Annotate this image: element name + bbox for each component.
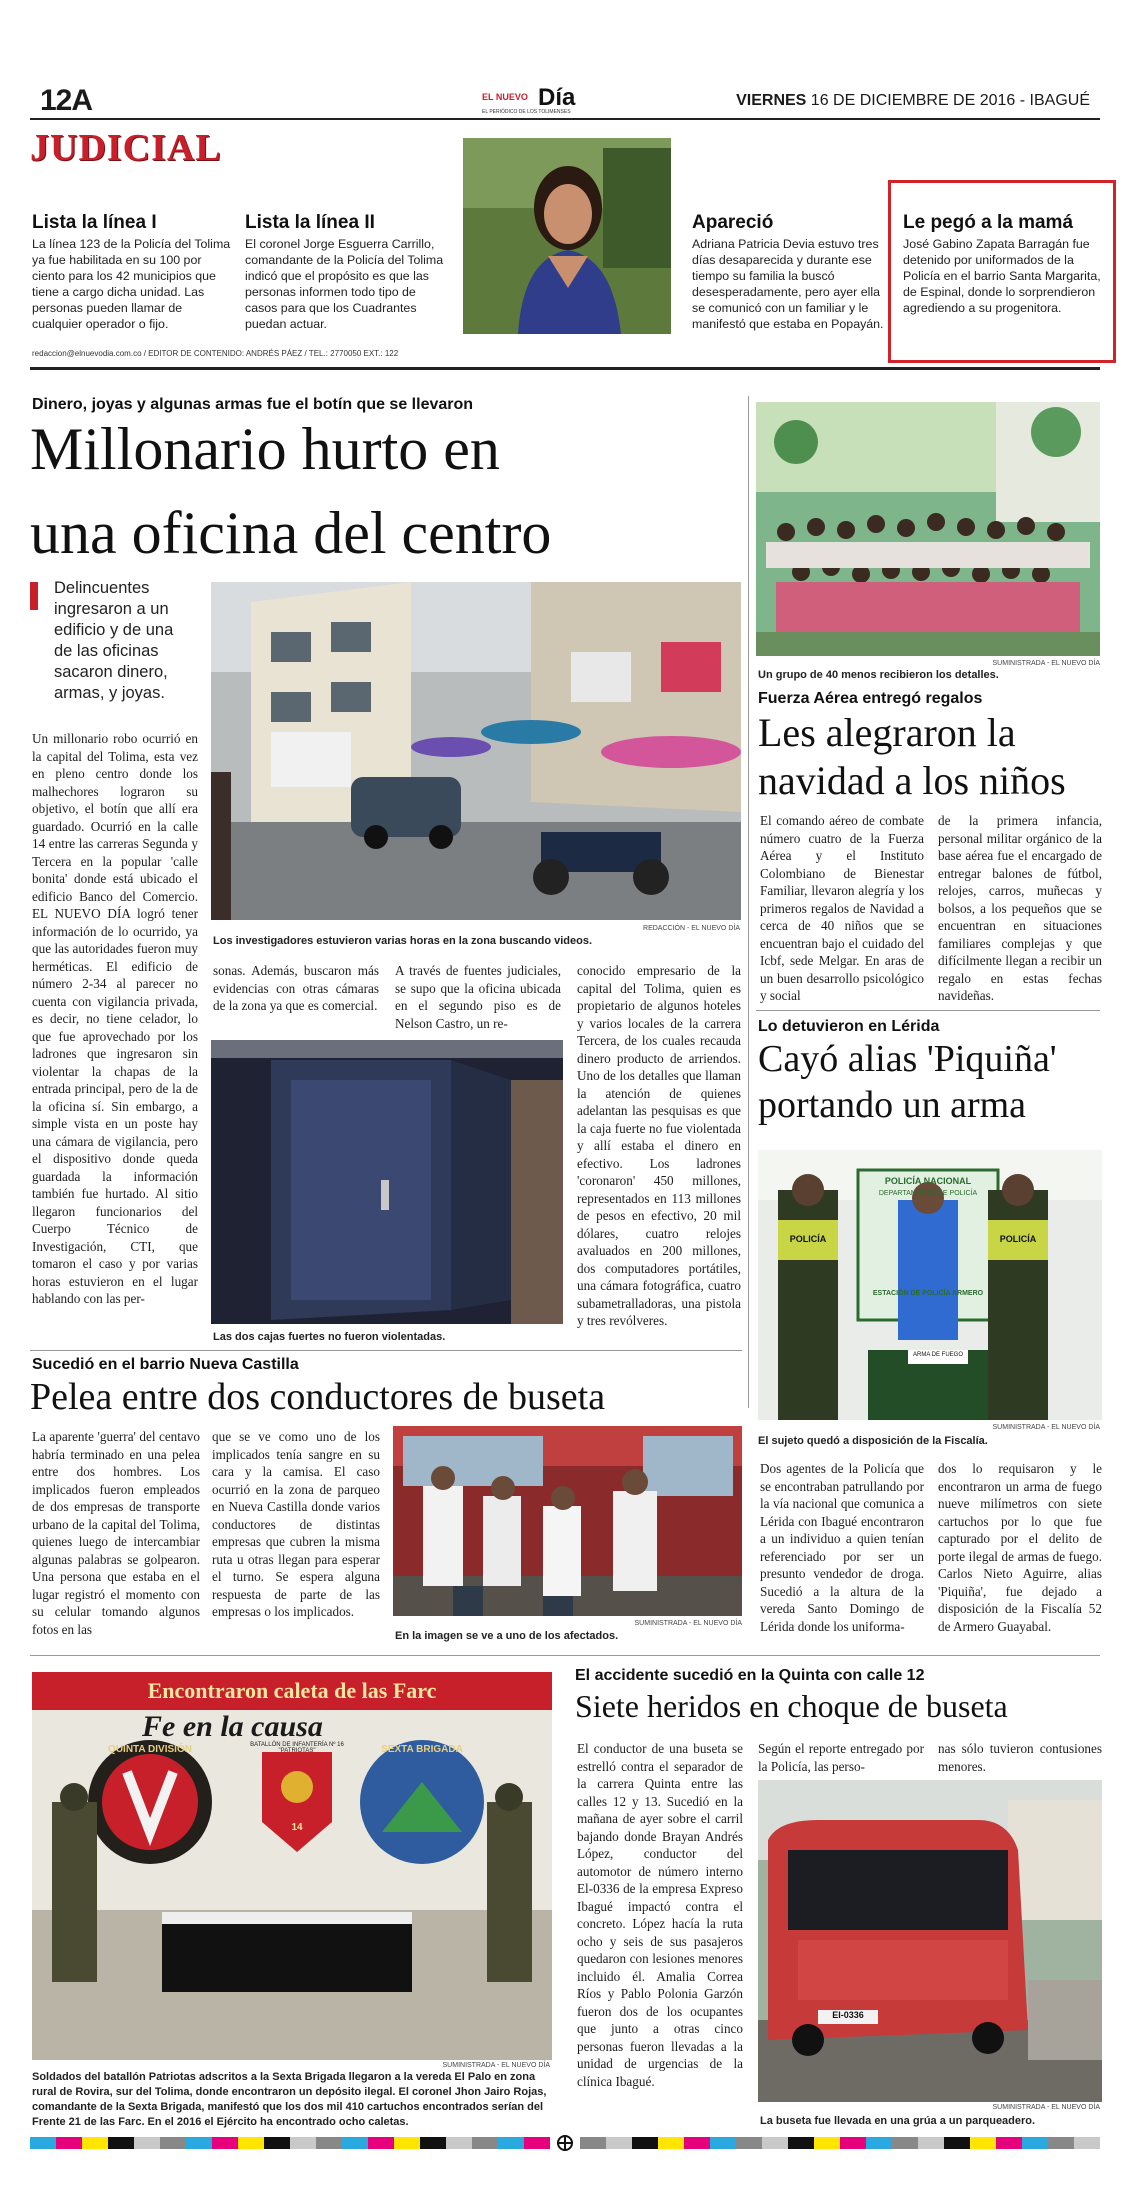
briefs-bottom-rule xyxy=(30,367,1100,370)
masthead xyxy=(482,86,592,116)
lerida-headline-2: portando un arma xyxy=(758,1084,1027,1126)
registration-crosshair xyxy=(557,2135,573,2151)
bus-photo-caption: La buseta fue llevada en una grúa a un parqueadero. xyxy=(760,2115,1036,2127)
farc-sign-text: Fe en la causa xyxy=(142,1710,323,1743)
registration-strip-right xyxy=(580,2137,1100,2149)
main-lead: Delincuentes ingresaron a un edificio y de una de las oficinas sacaron dinero, armas, y joyas. xyxy=(54,579,174,702)
brief-2-text: El coronel Jorge Esguerra Carrillo, comandante de la Policía del Tolima indicó que el propósito es que las personas informen todo tipo de casos para que los Cuadrantes puedan actuar. xyxy=(245,237,444,331)
main-headline-1: Millonario hurto en xyxy=(30,416,500,482)
farc-banner: Encontraron caleta de las Farc xyxy=(147,1678,437,1703)
arrest-sign-1: POLICÍA NACIONAL xyxy=(884,1176,972,1186)
main-col-3: A través de fuentes judiciales, se supo que la oficina ubicada en el segundo piso es de Nelson Castro, un re- xyxy=(395,963,561,1031)
fight-photo-caption: En la imagen se ve a uno de los afectados. xyxy=(395,1630,619,1642)
farc-photo xyxy=(32,1672,552,2060)
contact-line: redaccion@elnuevodia.com.co / EDITOR DE CONTENIDO: ANDRÉS PÁEZ / TEL.: 2770050 EXT.: 122 xyxy=(32,349,399,358)
choque-headline: Siete heridos en choque de buseta xyxy=(575,1688,1008,1724)
fight-photo xyxy=(393,1426,742,1616)
header-rule xyxy=(30,118,1100,120)
date-rest: 16 DE DICIEMBRE DE 2016 - IBAGUÉ xyxy=(810,92,1090,109)
arrest-sign-3: ESTACIÓN DE POLICÍA ARMERO xyxy=(872,1290,984,1297)
choque-col-3: nas sólo tuvieron contusiones menores. xyxy=(938,1741,1102,1774)
pelea-kicker: Sucedió en el barrio Nueva Castilla xyxy=(32,1356,299,1373)
section-title: JUDICIAL xyxy=(30,127,222,169)
masthead-tagline: EL PERIÓDICO DE LOS TOLIMENSES xyxy=(482,109,571,115)
fuerza-col-1: El comando aéreo de combate número cuatro de la Fuerza Aérea y el Instituto Colombiano de Bienestar Familiar, llevaron alegría y los primeros regalos de Navidad a cerca de 40 niños que se encuentran bajo el cuidado del Icbf, sede Melgar. En aras de un buen desarrollo psicológico y social xyxy=(760,813,924,1003)
lead-marker xyxy=(30,582,38,610)
masthead-small: EL NUEVO xyxy=(482,92,528,102)
masthead-title: Día xyxy=(538,84,576,111)
arrest-photo xyxy=(758,1150,1102,1420)
arrest-sign-2: DEPARTAMENTO DE POLICÍA xyxy=(878,1190,978,1197)
pelea-col-1: La aparente 'guerra' del centavo habría terminado en una pelea entre dos hombres. Los implicados fueron empleados de dos empresas de transporte urbano de la capital del Tolima, quienes luego de intercambiar algunas palabras se golpearon. Una persona que estaba en el lugar registró el momento con su celular tomando algunos fotos en las xyxy=(32,1429,200,1637)
main-headline-2: una oficina del centro xyxy=(30,500,552,566)
brief-3-text: Adriana Patricia Devia estuvo tres días desaparecida y durante ese tiempo su familia la buscó desesperadamente, pero ayer ella se comunicó con un familiar y le manifestó que estaba en Popayán. xyxy=(692,237,884,331)
brief-3-title: Apareció xyxy=(692,212,774,233)
lerida-kicker: Lo detuvieron en Lérida xyxy=(758,1018,940,1035)
farc-badge-number: 14 xyxy=(291,1822,303,1833)
safe-photo-caption: Las dos cajas fuertes no fueron violentadas. xyxy=(213,1331,446,1343)
street-photo xyxy=(211,582,741,920)
bus-photo xyxy=(758,1780,1102,2102)
bus-photo-credit: SUMINISTRADA - EL NUEVO DÍA xyxy=(992,2104,1100,2111)
arrest-table-sign: ARMA DE FUEGO xyxy=(912,1352,963,1358)
bottom-section-rule xyxy=(30,1655,1100,1656)
arrest-photo-caption: El sujeto quedó a disposición de la Fiscalía. xyxy=(758,1435,988,1447)
fuerza-kicker: Fuerza Aérea entregó regalos xyxy=(758,690,983,707)
children-photo-credit: SUMINISTRADA - EL NUEVO DÍA xyxy=(992,660,1100,667)
farc-photo-credit: SUMINISTRADA - EL NUEVO DÍA xyxy=(442,2062,550,2069)
choque-col-1: El conductor de una buseta se estrelló contra el separador de la carrera Quinta entre las calles 12 y 13. Sucedió en la mañana de ayer sobre el carril bajando donde Brayan Andrés López, conductor del automotor de número interno El-0336 de la empresa Expreso Ibagué impactó contra el concreto. López hacía la ruta ocho y seis de sus pasajeros quedaron con lesiones menores incluido él. Amalia Correa Ríos y Pablo Polonia Garzón fueron dos de los ocupantes que junto a otras cinco personas fueron llevadas a la unidad de urgencias de la clínica Ibagué. xyxy=(577,1741,743,2089)
brief-4-title: Le pegó a la mamá xyxy=(903,212,1074,233)
arrest-vest-right: POLICÍA xyxy=(999,1234,1037,1244)
choque-kicker: El accidente sucedió en la Quinta con calle 12 xyxy=(575,1667,925,1684)
pelea-col-2: que se ve como uno de los implicados tenía sangre en su cara y la camisa. El caso ocurrió en la zona de parqueo en Nueva Castilla donde varios conductores de distintas empresas que cubren la misma ruta u otras llegan para esperar el turno. Se espera alguna respuesta de parte de las empresas o los implicados. xyxy=(212,1429,380,1619)
lerida-col-2: dos lo requisaron y le encontraron un arma de fuego nueve milímetros con siete cartuchos por lo que fue capturado por el delito de porte ilegal de armas de fuego. Carlos Nieto Aguirre, alias 'Piquiña', fue dejado a disposición de la Fiscalía 52 de Armero Guayabal. xyxy=(938,1461,1102,1634)
street-photo-credit: REDACCIÓN - EL NUEVO DÍA xyxy=(643,925,740,932)
brief-1-text: La línea 123 de la Policía del Tolima ya fue habilitada en su 100 por ciento para los 42 municipios que tiene a cargo dicha unidad. Las personas pueden llamar de cualquier operador o fijo. xyxy=(32,237,231,331)
main-kicker: Dinero, joyas y algunas armas fue el botín que se llevaron xyxy=(32,396,474,413)
lerida-top-rule xyxy=(756,1010,1100,1011)
farc-battalion: BATALLÓN DE INFANTERÍA Nº 16 "PATRIOTAS" xyxy=(250,1742,344,1754)
main-col-4: conocido empresario de la capital del Tolima, quien es propietario de algunos hoteles y varios locales de la carrera Tercera, de los cuales recauda dinero producto de arriendos. Uno de los detalles que llaman la atención de quienes adelantan las pesquisas es que la caja fuerte no fue violentada y allí estaba el dinero en efectivo. Los ladrones 'coronaron' 450 millones, representados en 113 millones de pesos en efectivo, 20 mil dólares, cuatro relojes avaluados en 200 millones, dos computadores portátiles, una cámara fotográfica, cuatro subametralladoras, una pistola y tres revólveres. xyxy=(577,963,741,1328)
fuerza-headline-1: Les alegraron la xyxy=(758,710,1016,755)
page-number: 12A xyxy=(40,84,93,117)
lerida-headline-1: Cayó alias 'Piquiña' xyxy=(758,1038,1057,1080)
main-col-1: Un millonario robo ocurrió en la capital del Tolima, esta vez en pleno centro donde los malhechores lograron su objetivo, el botín que allí era guardado. Ocurrió en la calle 14 entre las carreras Segunda y Tercera en la popular 'calle bonita' donde está ubicado el edificio Banco del Comercio. EL NUEVO DÍA logró tener información de lo ocurrido, ya que las autoridades fueron muy herméticas. El edificio de número 2-34 al parecer no cuenta con vigilancia privada, es decir, no tiene celador, lo que fue aprovechado por los ladrones que ingresaron sin violentar la chapas de la entrada principal, pero de la de la oficina sí. Sin embargo, a simple vista en un poste hay una cámara de vigilancia, pero el dispositivo donde queda guardada la información también fue hurtado. Al sitio llegaron funcionarios del Cuerpo Técnico de Investigación, CTI, que tomaron el caso y por varias horas estuvieron en el lugar hablando con las per- xyxy=(32,731,198,1306)
main-col-2: sonas. Además, buscaron más evidencias con otras cámaras de la zona ya que es comercial. xyxy=(213,963,379,1013)
fight-photo-credit: SUMINISTRADA - EL NUEVO DÍA xyxy=(634,1620,742,1627)
column-divider xyxy=(748,396,749,1408)
safe-photo xyxy=(211,1040,563,1324)
arrest-photo-credit: SUMINISTRADA - EL NUEVO DÍA xyxy=(992,1424,1100,1431)
children-photo-caption: Un grupo de 40 menos recibieron los detalles. xyxy=(758,669,999,681)
arrest-vest-left: POLICÍA xyxy=(789,1234,827,1244)
brief-1-title: Lista la línea I xyxy=(32,212,157,233)
date-day: VIERNES xyxy=(736,92,807,109)
lerida-col-1: Dos agentes de la Policía que se encontraban patrullando por la vía nacional que comunica a Lérida con Ibagué encontraron a un individuo a quien tenían referenciado por ser un presunto vendedor de droga. Sucedió a la altura de la vereda Santo Domingo de Lérida donde los uniforma- xyxy=(760,1461,924,1634)
fuerza-headline-2: navidad a los niños xyxy=(758,758,1066,803)
farc-photo-caption: Soldados del batallón Patriotas adscritos a la Sexta Brigada llegaron a la vereda El Palo en zona rural de Rovira, sur del Tolima, donde encontraron un depósito ilegal. El coronel Jhon Jairo Rojas, comandante de la Sexta Brigada, manifestó que los dos mil 410 cartuchos encontrados serían del Frente 21 de las Farc. En el 2016 el Ejército ha encontrado ocho caletas. xyxy=(32,2071,547,2128)
farc-badge-left: QUINTA DIVISIÓN xyxy=(108,1744,192,1755)
farc-badge-right: SEXTA BRIGADA xyxy=(381,1744,463,1755)
brief-4-text: José Gabino Zapata Barragán fue detenido por uniformados de la Policía en el barrio Santa Margarita, de Espinal, donde lo sorprendieron agrediendo a su progenitora. xyxy=(903,237,1101,315)
brief-2-title: Lista la línea II xyxy=(245,212,375,233)
registration-strip-left xyxy=(30,2137,550,2149)
street-photo-caption: Los investigadores estuvieron varias horas en la zona buscando videos. xyxy=(213,935,593,947)
pelea-headline: Pelea entre dos conductores de buseta xyxy=(30,1376,606,1418)
page-date xyxy=(736,92,1090,110)
children-photo xyxy=(756,402,1100,656)
bus-plate: EI-0336 xyxy=(832,2010,864,2020)
missing-woman-photo xyxy=(463,138,671,334)
choque-col-2: Según el reporte entregado por la Policía, las perso- xyxy=(758,1741,924,1774)
pelea-top-rule xyxy=(30,1350,742,1351)
fuerza-col-2: de la primera infancia, personal militar orgánico de la base aérea fue el encargado de entregar balones de fútbol, relojes, carros, muñecas y bolsos, a los pequeños que se encuentran en situaciones familiares complejas y que difícilmente llegan a recibir un regalo en estas fechas navideñas. xyxy=(938,813,1102,1003)
